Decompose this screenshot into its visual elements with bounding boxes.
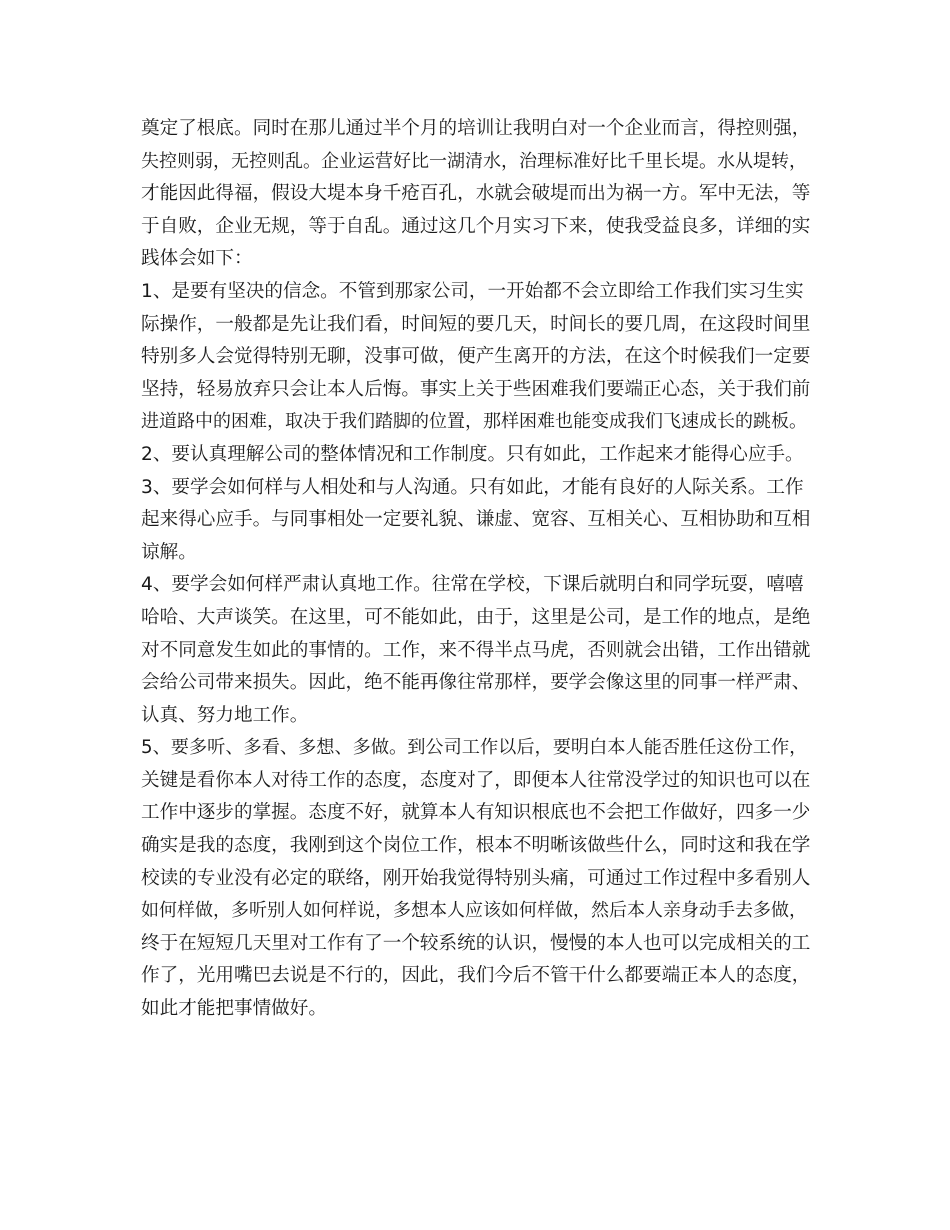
paragraph bbox=[141, 569, 811, 732]
text-line: 谅解。 bbox=[141, 541, 197, 563]
text-line: 会给公司带来损失。因此，绝不能再像往常那样，要学会像这里的同事一样严肃、 bbox=[141, 672, 811, 694]
text-line: 作了，光用嘴巴去说是不行的，因此，我们今后不管干什么都要端正本人的态度， bbox=[141, 965, 811, 987]
text-line: 确实是我的态度，我刚到这个岗位工作，根本不明晰该做些什么，同时这和我在学 bbox=[141, 835, 811, 857]
text-line: 特别多人会觉得特别无聊，没事可做，便产生离开的方法，在这个时候我们一定要 bbox=[141, 346, 811, 368]
text-line: 对不同意发生如此的事情的。工作，来不得半点马虎，否则就会出错，工作出错就 bbox=[141, 639, 811, 661]
paragraph bbox=[141, 732, 811, 1025]
text-line: 校读的专业没有必定的联络，刚开始我觉得特别头痛，可通过工作过程中多看别人 bbox=[141, 867, 811, 889]
text-line: 起来得心应手。与同事相处一定要礼貌、谦虚、宽容、互相关心、互相协助和互相 bbox=[141, 509, 811, 531]
text-line: 如此才能把事情做好。 bbox=[141, 998, 327, 1020]
text-line: 际操作，一般都是先让我们看，时间短的要几天，时间长的要几周，在这段时间里 bbox=[141, 313, 811, 335]
text-line: 工作中逐步的掌握。态度不好，就算本人有知识根底也不会把工作做好，四多一少 bbox=[141, 802, 811, 824]
text-line: 5、要多听、多看、多想、多做。到公司工作以后，要明白本人能否胜任这份工作， bbox=[141, 737, 808, 759]
text-line: 2、要认真理解公司的整体情况和工作制度。只有如此，工作起来才能得心应手。 bbox=[141, 443, 804, 465]
text-line: 3、要学会如何样与人相处和与人沟通。只有如此，才能有良好的人际关系。工作 bbox=[141, 476, 804, 498]
paragraph bbox=[141, 113, 811, 276]
text-line: 如何样做，多听别人如何样说，多想本人应该如何样做，然后本人亲身动手去多做， bbox=[141, 900, 807, 922]
paragraph bbox=[141, 439, 811, 472]
text-line: 4、要学会如何样严肃认真地工作。往常在学校，下课后就明白和同学玩耍，嘻嘻 bbox=[141, 574, 804, 596]
text-line: 哈哈、大声谈笑。在这里，可不能如此，由于，这里是公司，是工作的地点，是绝 bbox=[141, 606, 811, 628]
text-line: 才能因此得福，假设大堤本身千疮百孔，水就会破堤而出为祸一方。军中无法，等 bbox=[141, 183, 811, 205]
document-body bbox=[141, 113, 811, 1026]
text-line: 认真、努力地工作。 bbox=[141, 704, 309, 726]
text-line: 关键是看你本人对待工作的态度，态度对了，即便本人往常没学过的知识也可以在 bbox=[141, 769, 811, 791]
text-line: 于自败，企业无规，等于自乱。通过这几个月实习下来，使我受益良多，详细的实 bbox=[141, 215, 811, 237]
text-line: 失控则弱，无控则乱。企业运营好比一湖清水，治理标准好比千里长堤。水从堤转， bbox=[141, 150, 807, 172]
text-line: 践体会如下： bbox=[141, 248, 253, 270]
paragraph bbox=[141, 276, 811, 439]
text-line: 坚持，轻易放弃只会让本人后悔。事实上关于些困难我们要端正心态，关于我们前 bbox=[141, 378, 811, 400]
text-line: 进道路中的困难，取决于我们踏脚的位置，那样困难也能变成我们飞速成长的跳板。 bbox=[141, 411, 807, 433]
text-line: 奠定了根底。同时在那儿通过半个月的培训让我明白对一个企业而言，得控则强， bbox=[141, 118, 811, 139]
text-line: 终于在短短几天里对工作有了一个较系统的认识，慢慢的本人也可以完成相关的工 bbox=[141, 932, 811, 954]
text-line: 1、是要有坚决的信念。不管到那家公司，一开始都不会立即给工作我们实习生实 bbox=[141, 280, 804, 302]
paragraph bbox=[141, 472, 811, 570]
